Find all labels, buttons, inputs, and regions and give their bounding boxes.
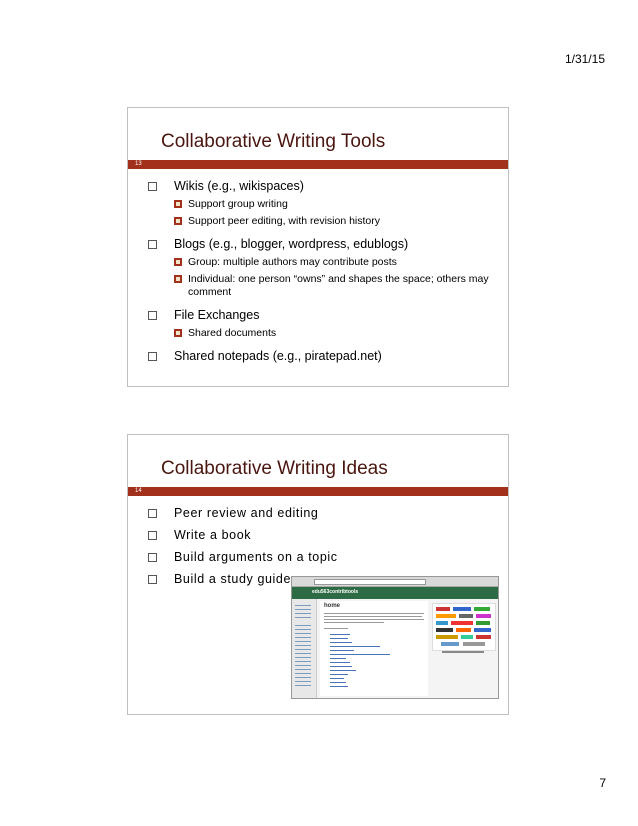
page-date: 1/31/15 <box>564 52 605 66</box>
bullet-text: Build a study guide <box>174 572 292 586</box>
checkbox-bullet-icon <box>148 509 157 518</box>
url-bar <box>314 579 426 585</box>
bullet-item <box>148 308 490 323</box>
tool-logo-cloud <box>432 603 496 651</box>
checkbox-bullet-icon <box>148 311 157 320</box>
checkbox-bullet-icon <box>148 575 157 584</box>
bullet-item <box>148 506 490 521</box>
bullet-text: File Exchanges <box>174 308 260 322</box>
sub-bullet-text: Support group writing <box>188 198 288 210</box>
page-number: 7 <box>599 776 606 790</box>
sub-bullet-item <box>148 215 490 228</box>
sub-bullet-item <box>148 256 490 269</box>
sub-bullet-item <box>148 198 490 211</box>
wiki-heading: home <box>324 603 341 609</box>
wiki-logo: edu563contribtools <box>312 589 359 595</box>
bullet-text: Write a book <box>174 528 252 542</box>
sub-bullet-item <box>148 327 490 340</box>
checkbox-bullet-icon <box>148 553 157 562</box>
wiki-screenshot <box>291 576 499 699</box>
wiki-sidebar <box>292 599 317 698</box>
square-bullet-icon <box>174 329 182 337</box>
checkbox-bullet-icon <box>148 352 157 361</box>
slide-title: Collaborative Writing Ideas <box>161 458 388 479</box>
slide-collaborative-writing-tools <box>127 107 509 387</box>
square-bullet-icon <box>174 258 182 266</box>
logo-cloud-caption <box>442 651 484 653</box>
sub-bullet-text: Shared documents <box>188 327 277 339</box>
bullet-list <box>148 506 490 587</box>
slide-collaborative-writing-ideas <box>127 434 509 715</box>
browser-chrome <box>292 577 498 587</box>
bullet-item <box>148 550 490 565</box>
bullet-text: Build arguments on a topic <box>174 550 338 564</box>
bullet-item <box>148 237 490 252</box>
sub-bullet-text: Support peer editing, with revision history <box>188 215 381 227</box>
bullet-item <box>148 179 490 194</box>
bullet-text: Blogs (e.g., blogger, wordpress, edublogs) <box>174 237 409 251</box>
bullet-text: Wikis (e.g., wikispaces) <box>174 179 304 193</box>
bullet-list <box>148 179 490 364</box>
checkbox-bullet-icon <box>148 531 157 540</box>
slide-number: 13 <box>135 161 142 167</box>
square-bullet-icon <box>174 217 182 225</box>
title-bar <box>128 487 508 496</box>
bullet-item <box>148 528 490 543</box>
wiki-content <box>320 601 428 696</box>
sub-bullet-text: Individual: one person “owns” and shapes the space; others may comment <box>188 273 489 298</box>
square-bullet-icon <box>174 200 182 208</box>
slide-title: Collaborative Writing Tools <box>161 131 386 152</box>
title-bar <box>128 160 508 169</box>
sub-bullet-text: Group: multiple authors may contribute posts <box>188 256 397 268</box>
bullet-text: Shared notepads (e.g., piratepad.net) <box>174 349 382 363</box>
sub-bullet-item <box>148 273 490 299</box>
square-bullet-icon <box>174 275 182 283</box>
slide-number: 14 <box>135 488 142 494</box>
checkbox-bullet-icon <box>148 182 157 191</box>
bullet-text: Peer review and editing <box>174 506 319 520</box>
checkbox-bullet-icon <box>148 240 157 249</box>
bullet-item <box>148 349 490 364</box>
